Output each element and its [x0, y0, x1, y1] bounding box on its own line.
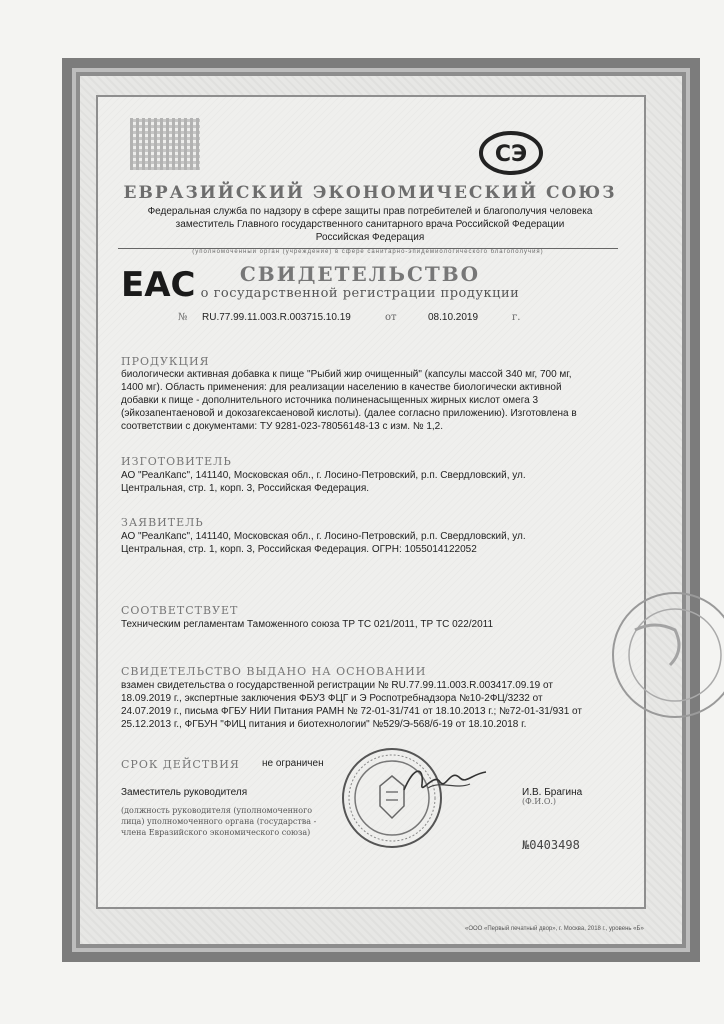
- product-line: биологически активная добавка к пище "Рыбий жир очищенный" (капсулы массой 340 мг, 700 мг,: [121, 369, 572, 380]
- agency-separator-note: (уполномоченный орган (учреждение) в сфере санитарно-эпидемиологического благополучия): [118, 248, 618, 259]
- svg-text:EAC: EAC: [121, 265, 196, 305]
- basis-line: 25.12.2013 г., ФГБУН "ФИЦ питания и биотехнологии" №529/Э-568/б-19 от 18.10.2018 г.: [121, 719, 527, 730]
- basis-line: 24.07.2019 г., письма ФГБУ НИИ Питания РАМН № 72-01-31/741 от 18.10.2013 г.; №72-01-31/931 от: [121, 706, 582, 717]
- signatory-name: И.В. Брагина: [522, 787, 583, 798]
- eac-logo-icon: [121, 262, 196, 305]
- legend-line: (должность руководителя (уполномоченного: [121, 806, 313, 815]
- applicant-line: Центральная, стр. 1, корп. 3, Российская Федерация. ОГРН: 1055014122052: [121, 544, 477, 555]
- printer-footnote: «ООО «Первый печатный двор», г. Москва, 2018 г., уровень «Б»: [465, 926, 644, 932]
- certificate-subtitle: о государственной регистрации продукции: [200, 286, 520, 301]
- agency-block: [110, 205, 630, 244]
- agency-line: Российская Федерация: [315, 232, 425, 243]
- product-line: 1400 мг). Область применения: для реализации населению в качестве биологически активной: [121, 382, 562, 393]
- product-label: ПРОДУКЦИЯ: [121, 355, 210, 368]
- product-text: [121, 368, 615, 433]
- applicant-line: АО "РеалКапс", 141140, Московская обл., г. Лосино-Петровский, р.п. Свердловский, ул.: [121, 531, 526, 542]
- basis-label: СВИДЕТЕЛЬСТВО ВЫДАНО НА ОСНОВАНИИ: [121, 665, 427, 678]
- certificate-title: СВИДЕТЕЛЬСТВО: [239, 262, 481, 286]
- basis-line: взамен свидетельства о государственной регистрации № RU.77.99.11.003.R.003417.09.19 от: [121, 680, 553, 691]
- conformity-label: СООТВЕТСТВУЕТ: [121, 604, 239, 617]
- applicant-label: ЗАЯВИТЕЛЬ: [121, 516, 204, 529]
- agency-line: заместитель Главного государственного санитарного врача Российской Федерации: [175, 219, 565, 230]
- registration-date-label: от: [385, 312, 397, 323]
- registration-number: RU.77.99.11.003.R.003715.10.19: [202, 312, 351, 323]
- handwritten-signature-icon: [400, 760, 490, 798]
- registration-number-label: №: [178, 312, 188, 323]
- basis-text: [121, 679, 615, 731]
- svg-text:СЭ: СЭ: [494, 142, 528, 167]
- partial-stamp-icon: [575, 580, 705, 730]
- basis-line: 18.09.2019 г., экспертные заключения ФБУЗ ФЦГ и Э Роспотребнадзора №10-2ФЦ/3232 от: [121, 693, 543, 704]
- registration-year-suffix: г.: [512, 312, 521, 323]
- ce-logo-icon: [478, 130, 544, 176]
- legend-line: члена Евразийского экономического союза): [121, 828, 311, 837]
- product-line: (эйкозапентаеновой и докозагексаеновой кислоты). (далее согласно приложению). Изготовлена в: [121, 408, 577, 419]
- manufacturer-label: ИЗГОТОВИТЕЛЬ: [121, 455, 232, 468]
- guilloche-pattern: [130, 118, 200, 170]
- fio-legend: (Ф.И.О.): [522, 797, 557, 806]
- legend-line: лица) уполномоченного органа (государства -: [121, 817, 317, 826]
- manufacturer-line: АО "РеалКапс", 141140, Московская обл., г. Лосино-Петровский, р.п. Свердловский, ул.: [121, 470, 526, 481]
- product-line: соответствии с документами: ТУ 9281-023-78056148-13 с изм. № 1,2.: [121, 421, 444, 432]
- signatory-position: Заместитель руководителя: [121, 787, 248, 798]
- manufacturer-text: [121, 469, 615, 495]
- signatory-legend: [121, 805, 336, 838]
- agency-line: Федеральная служба по надзору в сфере защиты прав потребителей и благополучия человека: [147, 206, 593, 217]
- validity-value: не ограничен: [262, 758, 324, 769]
- registration-date: 08.10.2019: [428, 312, 479, 323]
- product-line: добавки к пище - дополнительного источника полиненасыщенных жирных кислот омега 3: [121, 395, 539, 406]
- union-title: ЕВРАЗИЙСКИЙ ЭКОНОМИЧЕСКИЙ СОЮЗ: [123, 183, 617, 203]
- validity-label: СРОК ДЕЙСТВИЯ: [121, 758, 240, 771]
- applicant-text: [121, 530, 615, 556]
- form-serial-number: №0403498: [522, 838, 580, 852]
- manufacturer-line: Центральная, стр. 1, корп. 3, Российская Федерация.: [121, 483, 370, 494]
- conformity-text: Техническим регламентам Таможенного союза ТР ТС 021/2011, ТР ТС 022/2011: [121, 619, 494, 630]
